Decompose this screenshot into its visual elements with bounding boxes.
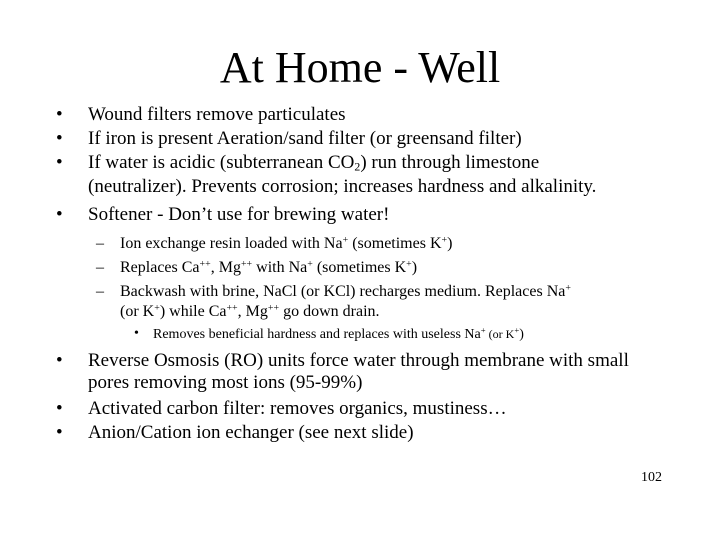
bullet-text-line2: pores removing most ions (95-99%)	[88, 372, 363, 393]
bullet-text: Wound filters remove particulates	[88, 104, 346, 125]
bullet-text: If water is acidic (subterranean $CO_2$) run through limestone	[88, 152, 540, 174]
bullet-icon: •	[56, 398, 63, 419]
dash-icon: –	[96, 283, 104, 300]
bullet-icon: •	[56, 128, 63, 149]
sub-bullet-text: Ion exchange resin loaded with Na+ (sometimes K+)	[120, 234, 453, 252]
bullet-icon: •	[56, 204, 63, 225]
bullet-icon: •	[56, 422, 63, 443]
bullet-text-line2: (neutralizer). Prevents corrosion; increases hardness and alkalinity.	[88, 176, 597, 197]
slide-title: At Home - Well	[219, 43, 501, 92]
bullet-icon: •	[56, 350, 63, 371]
sub-sub-bullet-text: Removes beneficial hardness and replaces with useless Na+ (or K+)	[153, 325, 524, 342]
page-number: 102	[641, 470, 662, 485]
bullet-text: Softener - Don’t use for brewing water!	[88, 204, 390, 225]
sub-bullet-text: Replaces Ca++, Mg++ with Na+ (sometimes K+)	[120, 258, 418, 276]
bullet-text: Activated carbon filter: removes organics, mustiness…	[88, 398, 507, 419]
dash-icon: –	[96, 259, 104, 276]
bullet-icon: •	[56, 152, 63, 173]
sub-bullet-text-line2: (or K+) while Ca++, Mg++ go down drain.	[120, 302, 380, 320]
bullet-icon: •	[134, 326, 139, 341]
dash-icon: –	[96, 235, 104, 252]
bullet-text: Reverse Osmosis (RO) units force water through membrane with small	[88, 350, 629, 371]
bullet-text: Anion/Cation ion echanger (see next slide)	[88, 422, 414, 443]
bullet-text: If iron is present Aeration/sand filter (or greensand filter)	[88, 128, 522, 149]
sub-bullet-text: Backwash with brine, NaCl (or KCl) recharges medium. Replaces Na+	[120, 282, 571, 300]
bullet-icon: •	[56, 104, 63, 125]
